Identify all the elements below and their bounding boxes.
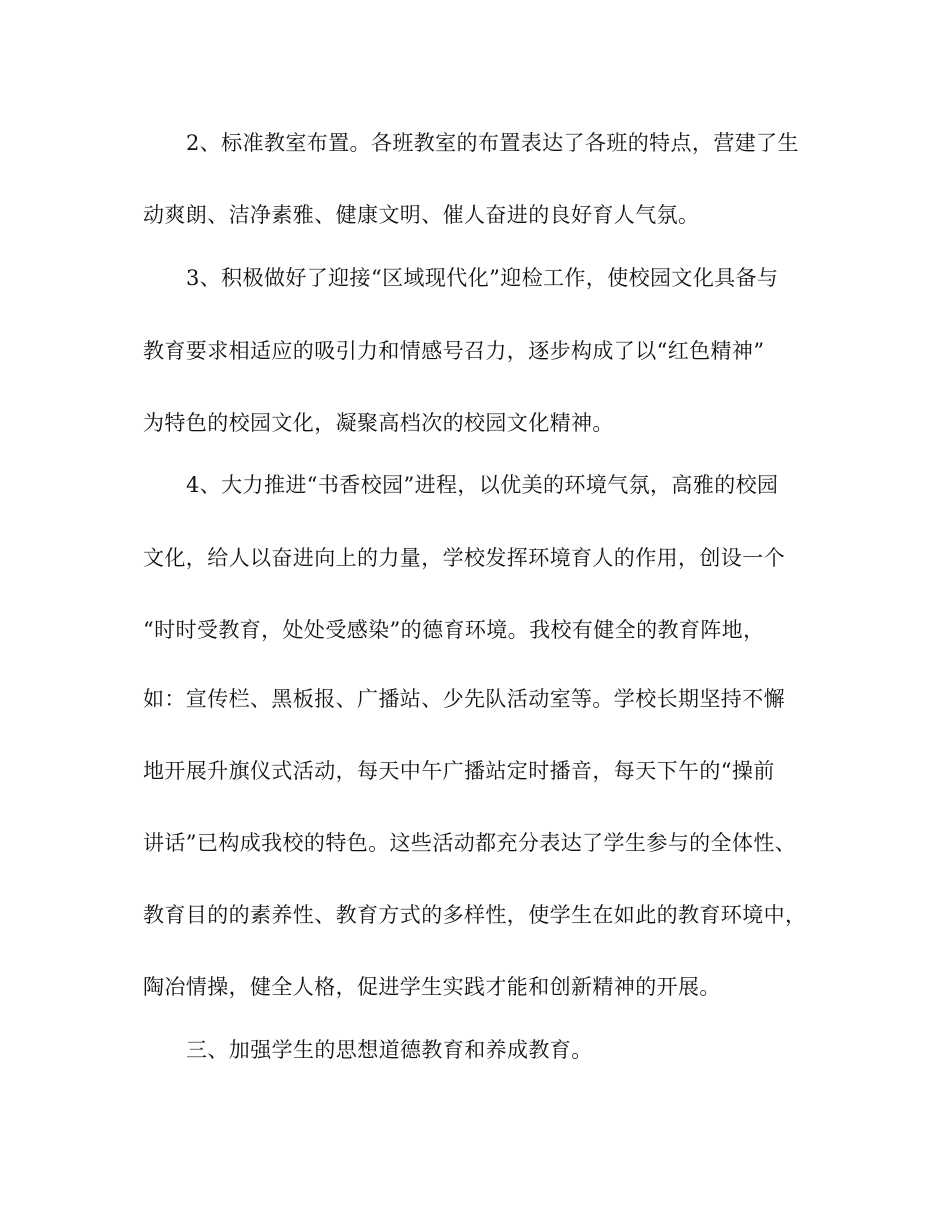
paragraph-4-line-4: 如：宣传栏、黑板报、广播站、少先队活动室等。学校长期坚持不懈 xyxy=(143,687,785,711)
section-heading-three: 三、加强学生的思想道德教育和养成教育。 xyxy=(186,1038,593,1062)
paragraph-4-line-6: 讲话”已构成我校的特色。这些活动都充分表达了学生参与的全体性、 xyxy=(143,831,797,855)
paragraph-3-line-2: 教育要求相适应的吸引力和情感号召力，逐步构成了以“红色精神” xyxy=(143,339,765,363)
paragraph-4-line-7: 教育目的的素养性、教育方式的多样性，使学生在如此的教育环境中， xyxy=(143,903,807,927)
paragraph-3-line-1: 3、积极做好了迎接“区域现代化”迎检工作，使校园文化具备与 xyxy=(186,266,779,290)
paragraph-4-line-5: 地开展升旗仪式活动，每天中午广播站定时播音，每天下午的“操前 xyxy=(143,759,775,783)
paragraph-4-line-8: 陶冶情操，健全人格，促进学生实践才能和创新精神的开展。 xyxy=(143,975,721,999)
paragraph-4-line-2: 文化，给人以奋进向上的力量，学校发挥环境育人的作用，创设一个 xyxy=(143,546,785,570)
paragraph-4-line-1: 4、大力推进“书香校园”进程，以优美的环境气氛，高雅的校园 xyxy=(186,473,779,497)
paragraph-2-line-1: 2、标准教室布置。各班教室的布置表达了各班的特点，营建了生 xyxy=(186,131,799,155)
paragraph-4-line-3: “时时受教育，处处受感染”的德育环境。我校有健全的教育阵地， xyxy=(143,618,765,642)
paragraph-2-line-2: 动爽朗、洁净素雅、健康文明、催人奋进的良好育人气氛。 xyxy=(143,203,700,227)
paragraph-3-line-3: 为特色的校园文化，凝聚高档次的校园文化精神。 xyxy=(143,411,614,435)
